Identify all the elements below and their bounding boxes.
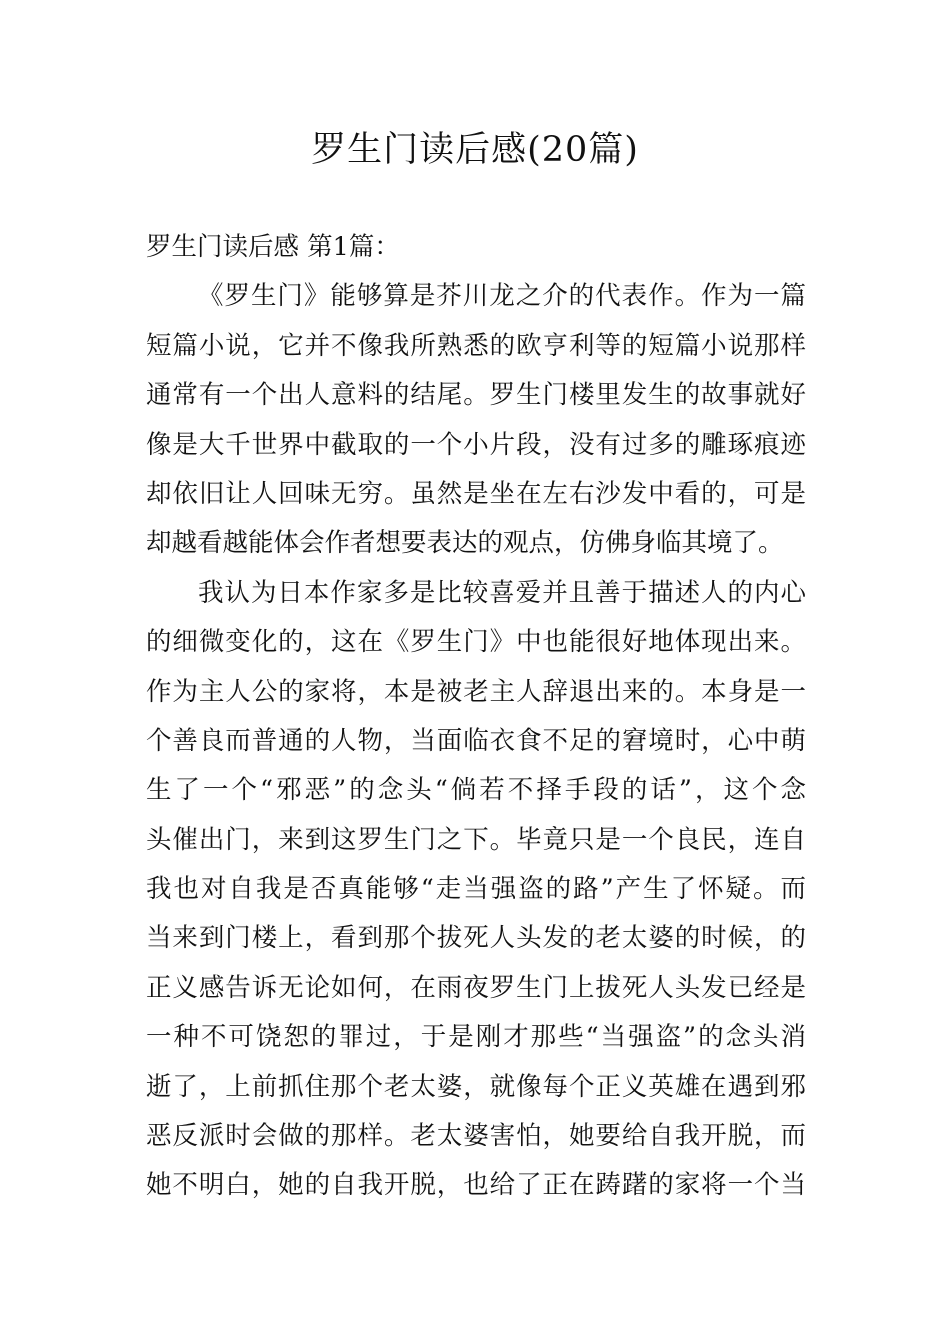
paragraph-line: 生了一个“邪恶”的念头“倘若不择手段的话”，这个念 [146, 775, 806, 806]
paragraph-line: 恶反派时会做的那样。老太婆害怕，她要给自我开脱，而 [146, 1121, 806, 1152]
paragraph-line: 作为主人公的家将，本是被老主人辞退出来的。本身是一 [146, 676, 806, 707]
document-body [146, 223, 806, 1211]
paragraph-line: 通常有一个出人意料的结尾。罗生门楼里发生的故事就好 [146, 380, 806, 411]
paragraph-line: 当来到门楼上，看到那个拔死人头发的老太婆的时候，的 [146, 923, 806, 954]
section-heading: 罗生门读后感 第1篇： [146, 232, 400, 262]
paragraph-line: 个善良而普通的人物，当面临衣食不足的窘境时，心中萌 [146, 725, 806, 756]
paragraph-line: 的细微变化的，这在《罗生门》中也能很好地体现出来。 [146, 627, 806, 658]
paragraph-line: 短篇小说，它并不像我所熟悉的欧亨利等的短篇小说那样 [146, 330, 806, 361]
paragraph-line: 头催出门，来到这罗生门之下。毕竟只是一个良民，连自 [146, 824, 806, 855]
paragraph-line: 却越看越能体会作者想要表达的观点，仿佛身临其境了。 [146, 528, 784, 559]
paragraph-line: 我也对自我是否真能够“走当强盗的路”产生了怀疑。而 [146, 874, 806, 905]
paragraph-line: 正义感告诉无论如何，在雨夜罗生门上拔死人头发已经是 [146, 972, 806, 1003]
paragraph-line: 我认为日本作家多是比较喜爱并且善于描述人的内心 [198, 577, 806, 608]
paragraph-line: 《罗生门》能够算是芥川龙之介的代表作。作为一篇 [198, 281, 806, 312]
paragraph-1 [146, 272, 806, 568]
paragraph-line: 却依旧让人回味无穷。虽然是坐在左右沙发中看的，可是 [146, 478, 806, 509]
paragraph-line: 她不明白，她的自我开脱，也给了正在踌躇的家将一个当 [146, 1170, 806, 1201]
document-title: 罗生门读后感(20篇) [311, 130, 639, 170]
paragraph-line: 像是大千世界中截取的一个小片段，没有过多的雕琢痕迹 [146, 429, 806, 460]
paragraph-line: 一种不可饶恕的罪过，于是刚才那些“当强盗”的念头消 [146, 1022, 806, 1053]
paragraph-2 [146, 569, 806, 1211]
paragraph-line: 逝了，上前抓住那个老太婆，就像每个正义英雄在遇到邪 [146, 1071, 806, 1102]
